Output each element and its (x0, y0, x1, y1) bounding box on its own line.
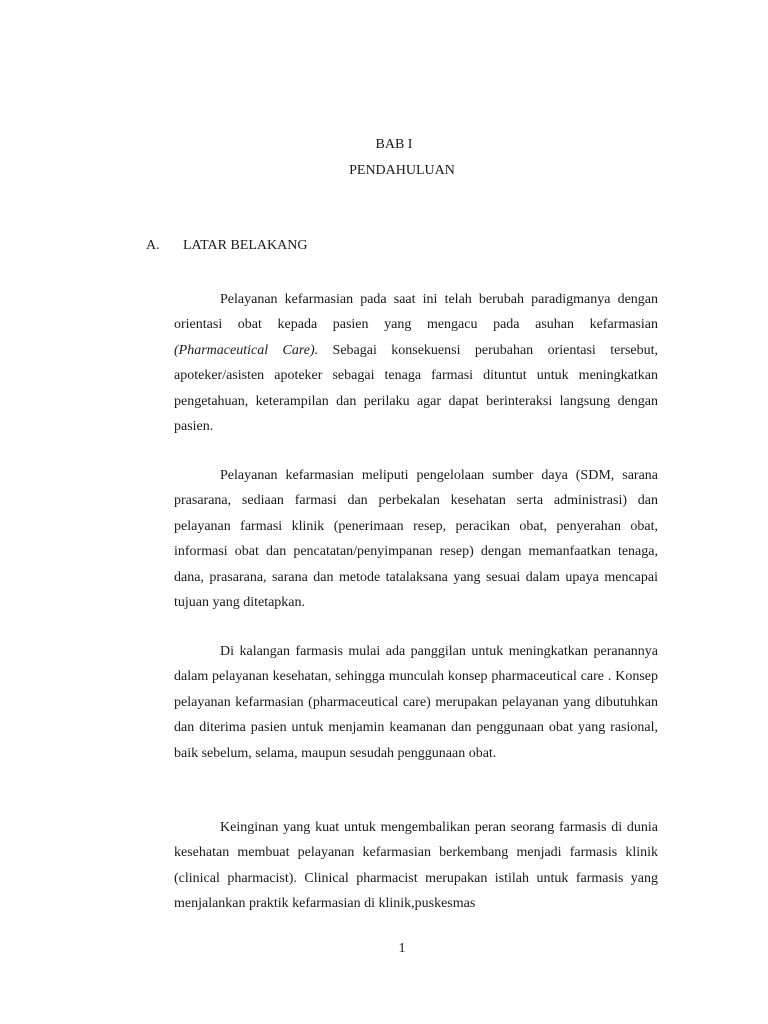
page-number: 1 (398, 941, 406, 956)
paragraph-1-text-before: Pelayanan kefarmasian pada saat ini telah berubah paradigmanya dengan orientasi obat kepada pasien yang mengacu pada asuhan kefarmasian (174, 292, 658, 333)
paragraph-1 (174, 287, 658, 439)
paragraph-1-italic-term: (Pharmaceutical Care). (174, 342, 319, 358)
paragraph-4: Keinginan yang kuat untuk mengembalikan peran seorang farmasis di dunia kesehatan membuat pelayanan kefarmasian berkembang menjadi farmasis klinik (clinical pharmacist). Clinical pharmacist merupakan istilah untuk farmasis yang menjalankan praktik kefarmasian di klinik,puskesmas (174, 820, 658, 912)
chapter-title: PENDAHULUAN (349, 163, 455, 178)
section-letter: A. (146, 238, 160, 253)
section-title: LATAR BELAKANG (183, 238, 308, 253)
paragraph-2: Pelayanan kefarmasian meliputi pengelolaan sumber daya (SDM, sarana prasarana, sediaan farmasi dan perbekalan kesehatan serta administrasi) dan pelayanan farmasi klinik (penerimaan resep, peracikan obat, penyerahan obat, informasi obat dan pencatatan/penyimpanan resep) dengan memanfaatkan tenaga, dana, prasarana, sarana dan metode tatalaksana yang sesuai dalam upaya mencapai tujuan yang ditetapkan. (174, 468, 658, 611)
paragraph-1-text-after: Sebagai konsekuensi perubahan orientasi tersebut, apoteker/asisten apoteker sebagai tenaga farmasi dituntut untuk meningkatkan pengetahuan, keterampilan dan perilaku agar dapat berinteraksi langsung dengan pasien. (174, 342, 659, 435)
section-heading (146, 238, 307, 254)
chapter-number: BAB I (375, 137, 413, 152)
paragraph-3: Di kalangan farmasis mulai ada panggilan untuk meningkatkan peranannya dalam pelayanan kesehatan, sehingga munculah konsep pharmaceutical care . Konsep pelayanan kefarmasian (pharmaceutical care) merupakan pelayanan yang dibutuhkan dan diterima pasien untuk menjamin keamanan dan penggunaan obat yang rasional, baik sebelum, selama, maupun sesudah penggunaan obat. (174, 644, 658, 761)
